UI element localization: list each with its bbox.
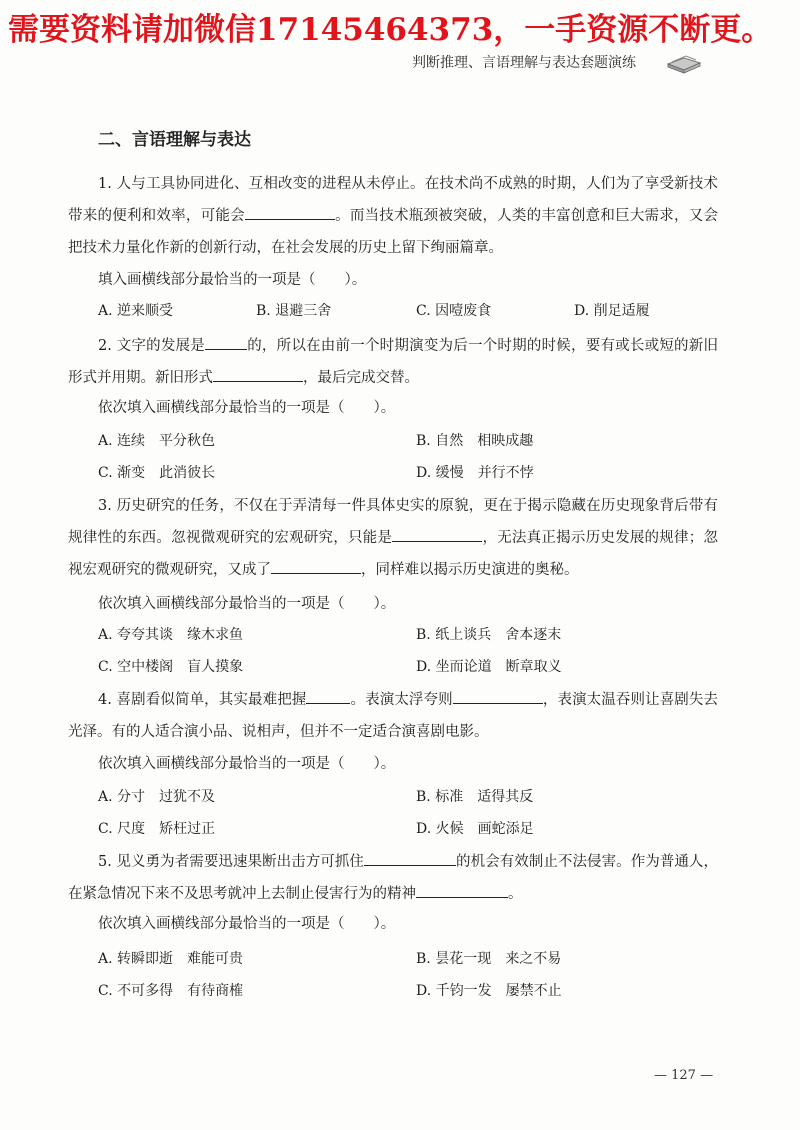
answer-blank [245,201,335,220]
question-3-prompt: 依次填入画横线部分最恰当的一项是（ ）。 [98,596,396,612]
question-5-prompt: 依次填入画横线部分最恰当的一项是（ ）。 [98,916,396,932]
option-a: A. 分寸 过犹不及 [98,789,216,805]
option-c: C. 因噎废食 [416,303,492,319]
watermark-banner: 需要资料请加微信17145464373，一手资源不断更。 [8,12,773,48]
option-c: C. 渐变 此消彼长 [98,465,216,481]
answer-blank [271,555,361,574]
answer-blank [364,847,456,866]
book-icon [666,50,702,74]
option-b: B. 昙花一现 来之不易 [416,951,562,967]
question-1-stem: 1. 人与工具协同进化、互相改变的进程从未停止。在技术尚不成熟的时期，人们为了享受新技术带来的便利和效率，可能会 。而当技术瓶颈被突破，人类的丰富创意和巨大需求，又会把技术力量化作新的创新行动，在社会发展的历史上留下绚丽篇章。 [68,176,718,256]
option-b: B. 纸上谈兵 舍本逐末 [416,627,562,643]
section-title: 二、言语理解与表达 [98,130,251,150]
question-1-prompt: 填入画横线部分最恰当的一项是（ ）。 [98,272,367,288]
question-4-prompt: 依次填入画横线部分最恰当的一项是（ ）。 [98,756,396,772]
option-c: C. 不可多得 有待商榷 [98,983,244,999]
option-b: B. 自然 相映成趣 [416,433,534,449]
question-2-prompt: 依次填入画横线部分最恰当的一项是（ ）。 [98,400,396,416]
page-number: — 127 — [654,1068,714,1083]
option-a: A. 连续 平分秋色 [98,433,216,449]
answer-blank [213,363,303,382]
answer-blank [306,685,350,704]
option-b: B. 标准 适得其反 [416,789,534,805]
option-a: A. 转瞬即逝 难能可贵 [98,951,244,967]
option-a: A. 逆来顺受 [98,303,174,319]
option-d: D. 削足适履 [574,303,650,319]
option-c: C. 尺度 矫枉过正 [98,821,216,837]
answer-blank [392,523,482,542]
option-d: D. 缓慢 并行不悖 [416,465,534,481]
option-d: D. 火候 画蛇添足 [416,821,534,837]
option-d: D. 坐而论道 断章取义 [416,659,562,675]
option-b: B. 退避三舍 [256,303,332,319]
question-2-stem: 2. 文字的发展是 的，所以在由前一个时期演变为后一个时期的时候，要有或长或短的新旧形式并用期。新旧形式 ，最后完成交替。 [68,330,718,394]
question-4-stem: 4. 喜剧看似简单，其实最难把握 。表演太浮夸则 ，表演太温吞则让喜剧失去光泽。有的人适合演小品、说相声，但并不一定适合演喜剧电影。 [68,684,718,748]
question-3-stem: 3. 历史研究的任务，不仅在于弄清每一件具体史实的原貌，更在于揭示隐藏在历史现象背后带有规律性的东西。忽视微观研究的宏观研究，只能是 ，无法真正揭示历史发展的规律；忽视宏观研究的微观研究，又成了 ，同样难以揭示历史演进的奥秘。 [68,498,719,578]
answer-blank [205,331,247,350]
running-header: 判断推理、言语理解与表达套题演练 [412,55,636,71]
option-c: C. 空中楼阁 盲人摸象 [98,659,244,675]
answer-blank [453,685,543,704]
option-a: A. 夸夸其谈 缘木求鱼 [98,627,244,643]
question-5-stem: 5. 见义勇为者需要迅速果断出击方可抓住 的机会有效制止不法侵害。作为普通人，在紧急情况下来不及思考就冲上去制止侵害行为的精神 。 [68,846,718,910]
option-d: D. 千钧一发 屡禁不止 [416,983,562,999]
answer-blank [416,879,508,898]
